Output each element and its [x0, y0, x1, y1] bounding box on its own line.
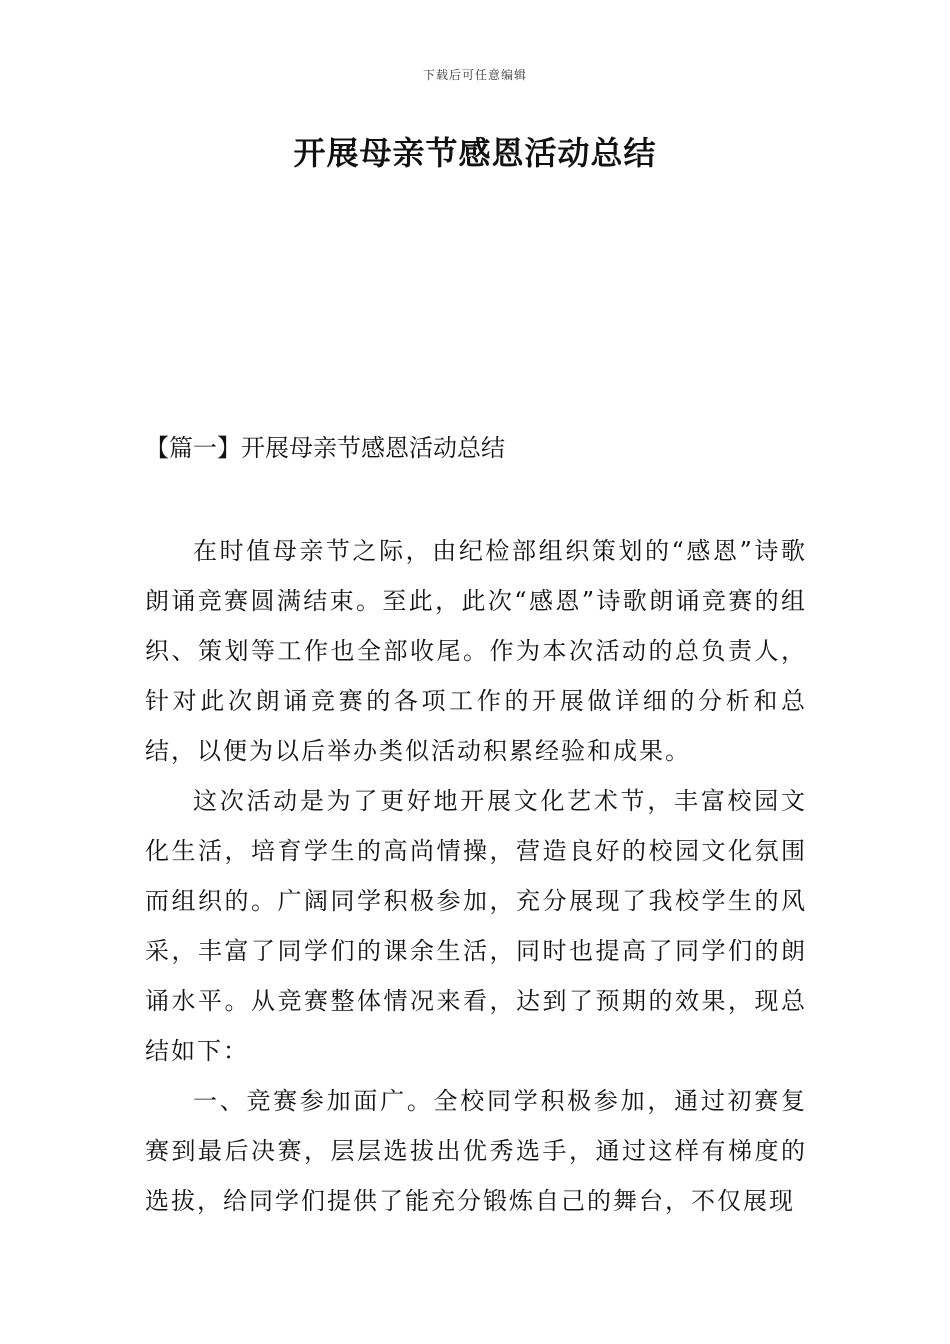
document-title: 开展母亲节感恩活动总结: [293, 134, 657, 172]
document-body: [145, 526, 807, 1226]
paragraph-1: 在时值母亲节之际，由纪检部组织策划的“感恩”诗歌朗诵竞赛圆满结束。至此，此次“感恩”诗歌朗诵竞赛的组织、策划等工作也全部收尾。作为本次活动的总负责人，针对此次朗诵竞赛的各项工作的开展做详细的分析和总结，以便为以后举办类似活动积累经验和成果。: [145, 537, 807, 765]
section-heading: 【篇一】开展母亲节感恩活动总结: [145, 434, 505, 462]
paragraph-3: 一、竞赛参加面广。全校同学积极参加，通过初赛复赛到最后决赛，层层选拔出优秀选手，通过这样有梯度的选拔，给同学们提供了能充分锻炼自己的舞台，不仅展现: [145, 1087, 807, 1215]
header-note: 下载后可任意编辑: [422, 68, 527, 82]
paragraph-2: 这次活动是为了更好地开展文化艺术节，丰富校园文化生活，培育学生的高尚情操，营造良好的校园文化氛围而组织的。广阔同学积极参加，充分展现了我校学生的风采，丰富了同学们的课余生活，同时也提高了同学们的朗诵水平。从竞赛整体情况来看，达到了预期的效果，现总结如下：: [145, 787, 807, 1065]
